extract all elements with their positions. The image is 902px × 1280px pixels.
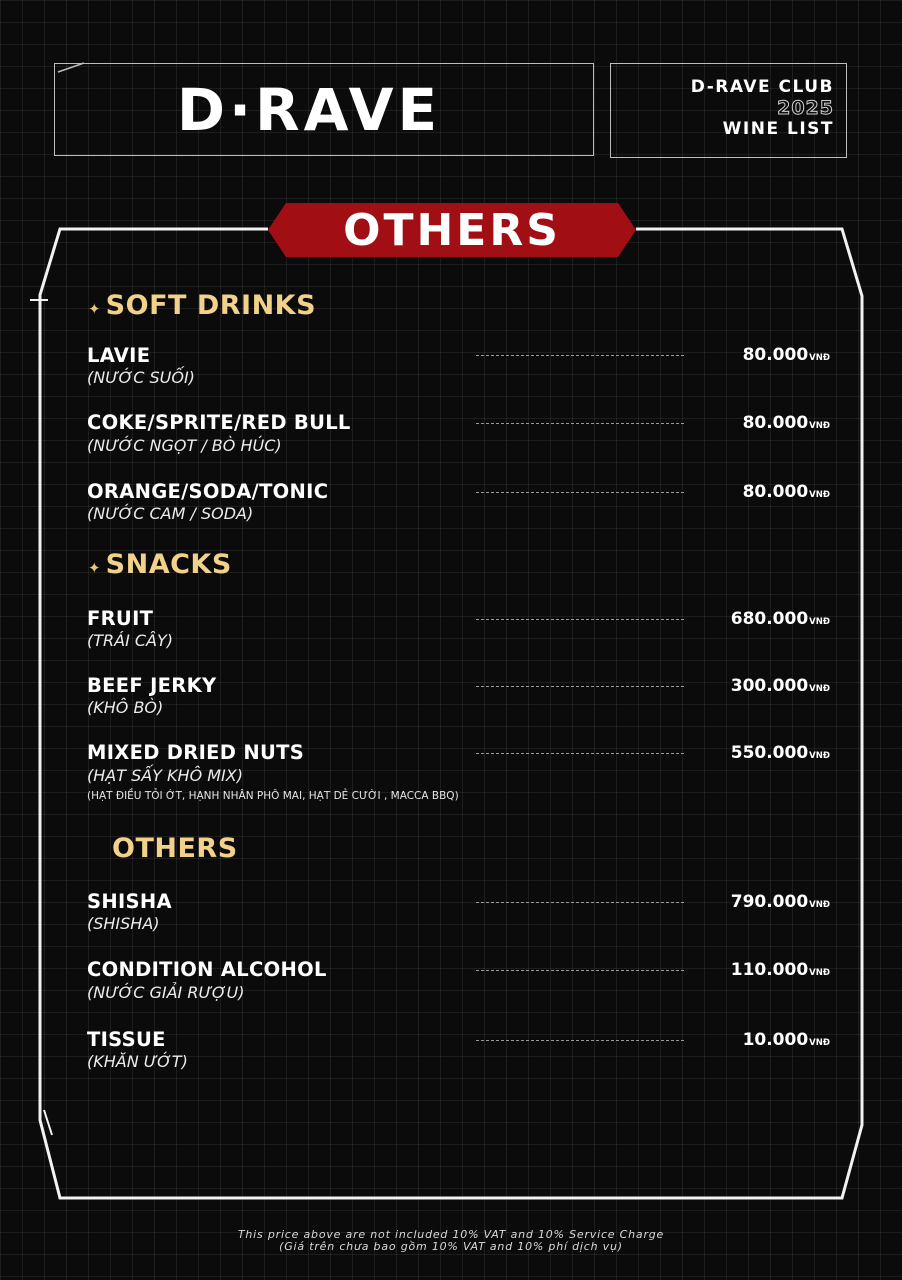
item-price: 110.000VNĐ <box>730 960 830 980</box>
section-snacks <box>88 549 232 580</box>
list-name: WINE LIST <box>722 119 834 139</box>
item-price: 790.000VNĐ <box>730 892 830 912</box>
section-heading: SOFT DRINKS <box>105 290 317 321</box>
item-subtitle: (NƯỚC SUỐI) <box>87 368 195 387</box>
title-banner <box>268 202 636 258</box>
item-subtitle: (TRÁI CÂY) <box>87 631 174 650</box>
item-subtitle: (NƯỚC GIẢI RƯỢU) <box>87 983 245 1002</box>
item-subtitle: (NƯỚC CAM / SODA) <box>87 504 254 523</box>
item-name: ORANGE/SODA/TONIC <box>87 480 329 503</box>
footer-note-vi: (Giá trên chưa bao gồm 10% VAT and 10% phí dịch vụ) <box>279 1240 623 1253</box>
item-name: COKE/SPRITE/RED BULL <box>87 411 351 434</box>
section-heading: SNACKS <box>105 549 232 580</box>
item-name: TISSUE <box>87 1028 166 1051</box>
item-name: LAVIE <box>87 344 151 367</box>
dotted-leader <box>476 355 684 356</box>
dotted-leader <box>476 970 684 971</box>
dotted-leader <box>476 686 684 687</box>
item-price: 550.000VNĐ <box>730 743 830 763</box>
brand-logo: D·RAVE <box>176 75 442 144</box>
dotted-leader <box>476 753 684 754</box>
section-heading: OTHERS <box>112 833 238 864</box>
item-name: SHISHA <box>87 890 172 913</box>
section-others <box>112 833 238 864</box>
item-subtitle: (SHISHA) <box>87 914 160 933</box>
sparkle-icon: ✦ <box>88 300 101 318</box>
item-name: BEEF JERKY <box>87 674 217 697</box>
item-price: 10.000VNĐ <box>742 1030 830 1050</box>
item-price: 80.000VNĐ <box>742 345 830 365</box>
item-subtitle: (KHĂN ƯỚT) <box>87 1052 188 1071</box>
item-price: 80.000VNĐ <box>742 482 830 502</box>
dotted-leader <box>476 492 684 493</box>
item-subtitle: (NƯỚC NGỌT / BÒ HÚC) <box>87 436 282 455</box>
section-soft-drinks <box>88 290 316 321</box>
item-name: MIXED DRIED NUTS <box>87 741 305 764</box>
item-subtitle: (HẠT SẤY KHÔ MIX) <box>87 766 243 785</box>
item-name: FRUIT <box>87 607 154 630</box>
footer-note: This price above are not included 10% VAT and 10% Service Charge <box>237 1228 665 1241</box>
item-price: 680.000VNĐ <box>730 609 830 629</box>
dotted-leader <box>476 423 684 424</box>
item-price: 80.000VNĐ <box>742 413 830 433</box>
item-name: CONDITION ALCOHOL <box>87 958 327 981</box>
club-name: D-RAVE CLUB <box>690 77 834 97</box>
page-title: OTHERS <box>343 204 561 256</box>
dotted-leader <box>476 1040 684 1041</box>
item-subtitle: (KHÔ BÒ) <box>87 698 164 717</box>
item-price: 300.000VNĐ <box>730 676 830 696</box>
item-note: (HẠT ĐIỀU TỎI ỚT, HẠNH NHÂN PHÔ MAI, HẠT DẺ CƯỜI , MACCA BBQ) <box>87 790 459 802</box>
club-year: 2025 <box>777 97 834 119</box>
dotted-leader <box>476 619 684 620</box>
dotted-leader <box>476 902 684 903</box>
sparkle-icon: ✦ <box>88 559 101 577</box>
